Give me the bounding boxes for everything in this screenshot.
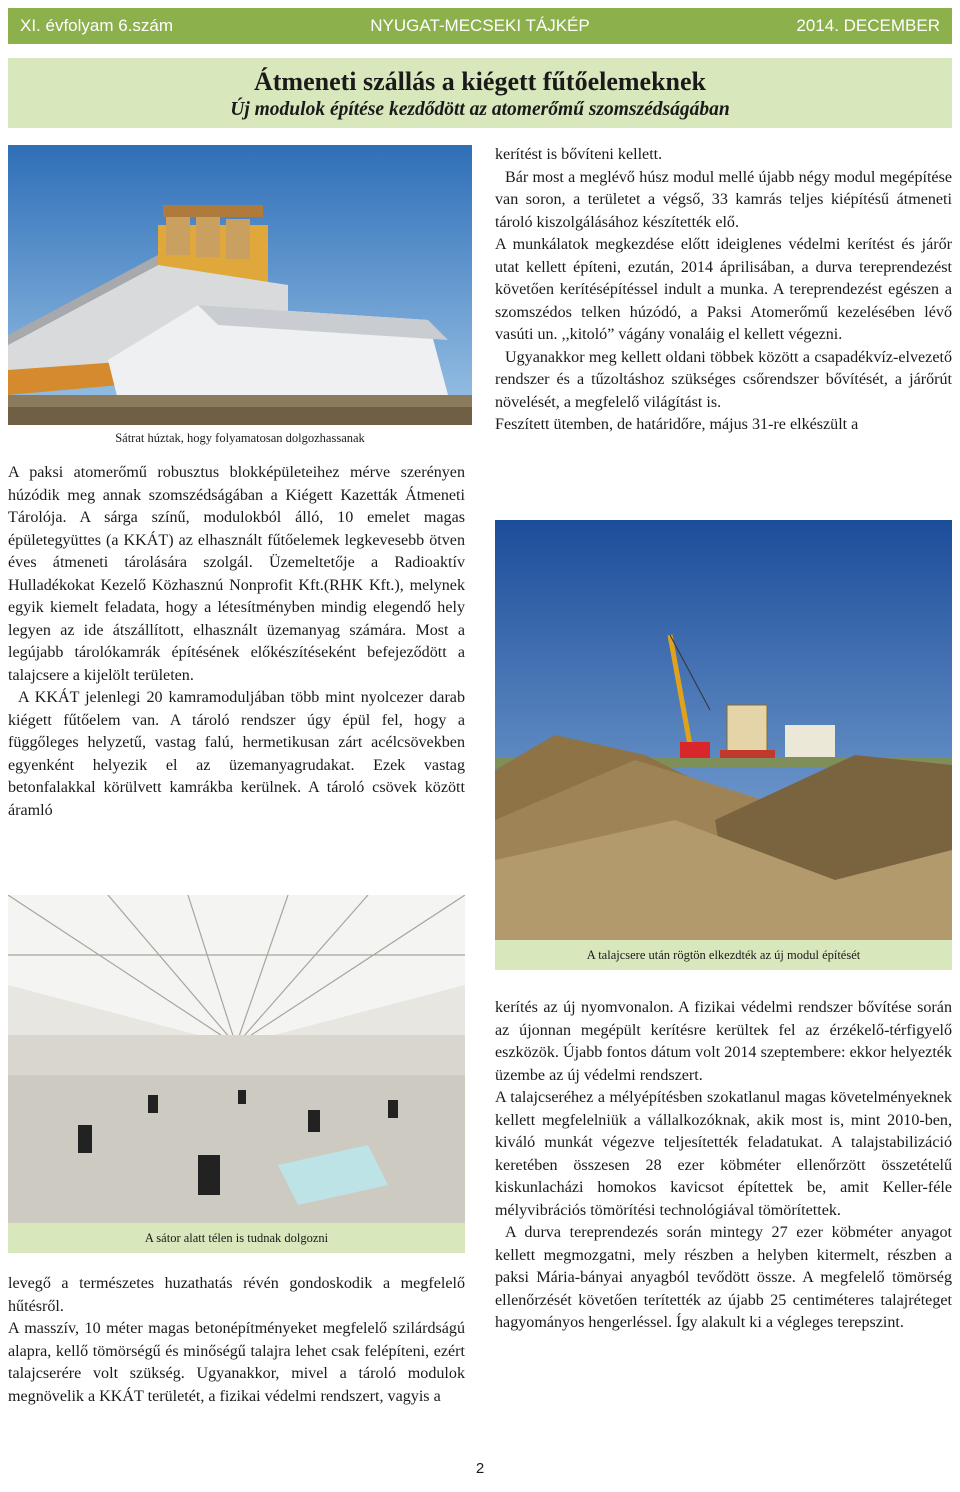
issue-date: 2014. DECEMBER — [796, 16, 940, 35]
paragraph: A KKÁT jelenlegi 20 kamramoduljában több mint nyolcezer darab kiégett fűtőelem van. A tároló rendszer úgy épül fel, hogy a függőleges helyzetű, vastag falú, hermetikusan zárt acélcsövekben egyenként helyezik el az üzemanyagrudakat. Ezek vastag betonfalakkal körülvett kamrákba kerülnek. A tároló csövek között áramló — [8, 689, 465, 819]
paragraph: kerítés az új nyomvonalon. A fizikai védelmi rendszer bővítése során az újonnan megépült kerítésre kerültek fel az érzékelő-térfigyelő eszközök. Újabb fontos dátum volt 2014 szeptembere: ekkor helyezték üzembe az új védelmi rendszert. — [495, 999, 952, 1084]
page-number: 2 — [475, 1460, 485, 1477]
issue-label: XI. évfolyam 6.szám — [20, 16, 174, 35]
caption-tent-text: A sátor alatt télen is tudnak dolgozni — [144, 1231, 329, 1245]
article-subtitle: Új modulok építése kezdődött az atomerőmű szomszédságában — [230, 99, 730, 120]
paragraph: A masszív, 10 méter magas betonépítményeket megfelelő szilárdságú alapra, kellő tömörségű és minőségű talajra lehet csak felépíteni, ezért talajcserére volt szükség. Ugyanakkor, mivel a tároló modulok megnövelik a KKÁT területét, a fizikai védelmi rendszert, vagyis a — [8, 1320, 465, 1405]
caption-crane-text: A talajcsere után rögtön elkezdték az új modul építését — [586, 948, 861, 962]
paragraph: Ugyanakkor meg kellett oldani többek között a csapadékvíz-elvezető rendszer és a tűzoltáshoz szükséges csőrendszer bővítését, a járőrút növelését, a megfelelő világítást is. — [495, 348, 952, 411]
tent-interior-photo — [8, 895, 465, 1223]
storage-building-photo — [8, 145, 472, 425]
text-column-left-top — [8, 462, 465, 822]
article-title: Átmeneti szállás a kiégett fűtőelemeknek — [253, 67, 707, 96]
article-title-box — [8, 58, 952, 128]
text-column-right-top — [495, 144, 952, 437]
text-column-left-bottom — [8, 1273, 465, 1408]
paragraph: kerítést is bővíteni kellett. — [495, 146, 663, 163]
paragraph: A durva tereprendezés során mintegy 27 ezer köbméter anyagot kellett megmozgatni, mely részben a helyben kitermelt, részben a paksi Mária-bányai anyagból tevődött össze. A megfelelő tömörség ellenőrzését követően terítették az újabb 25 centiméteres talajréteget hagyományos hengerléssel. Így alakult ki a végleges terepszint. — [495, 1224, 952, 1331]
caption-tent — [8, 1223, 465, 1253]
paragraph: A paksi atomerőmű robusztus blokképületeihez mérve szerényen húzódik meg annak szomszédságában a Kiégett Kazetták Átmeneti Tárolója. A sárga színű, modulokból álló, 10 emelet magas épületegyüttes (a KKÁT) az elhasznált fűtőelemek legkevesebb ötven éves átmeneti tárolására szolgál. Üzemeltetője a Radioaktív Hulladékokat Kezelő Közhasznú Nonprofit Kft.(RHK Kft.), melynek egyik kiemelt feladata, hogy a létesítményben mindig elegendő hely legyen az ide átszállított, elhasznált üzemanyag számára. Most a legújabb tárolókamrák építésének előkészítéseként befejeződött a talajcsere a kijelölt területen. — [8, 464, 465, 684]
paragraph: levegő a természetes huzathatás révén gondoskodik a megfelelő hűtésről. — [8, 1275, 465, 1315]
text-column-right-bottom — [495, 997, 952, 1335]
paragraph: Feszített ütemben, de határidőre, május 31-re elkészült a — [495, 416, 859, 433]
paragraph: A talajcseréhez a mélyépítésben szokatlanul magas követelményeknek kellett megfelelniük a vállalkozóknak, akik most is, mint 2010-ben, kiváló munkát végezve teljesítették feladatukat. A talajstabilizáció keretében összesen 28 ezer köbméter ellenőrzött összetételű kiskunlacházi homokos kavicsot építettek be, amit Keller-féle mélyvibrációs tömörítési technológiával tömörítettek. — [495, 1089, 952, 1219]
paragraph: A munkálatok megkezdése előtt ideiglenes védelmi kerítést és járőr utat kellett építeni, ezután, 2014 áprilisában, a durva tereprendezést követően kerítésépítéssel indult a munka. A tereprendezést egészen a szomszédos telken húzódó, a Paksi Atomerőmű kezelésében lévő vasúti un. ,,kitoló” vágány vonaláig el kellett végezni. — [495, 236, 952, 343]
paragraph: Bár most a meglévő húsz modul mellé újabb négy modul megépítése van soron, a területet a végső, 33 kamrás teljes kiépítésű átmeneti tároló kiszolgálásához készítették elő. — [495, 168, 952, 231]
crane-site-photo — [495, 520, 952, 940]
page-header — [8, 8, 952, 44]
caption-building: Sátrat húztak, hogy folyamatosan dolgozhassanak — [115, 431, 365, 445]
publication-name: NYUGAT-MECSEKI TÁJKÉP — [370, 16, 590, 35]
caption-crane — [495, 940, 952, 970]
